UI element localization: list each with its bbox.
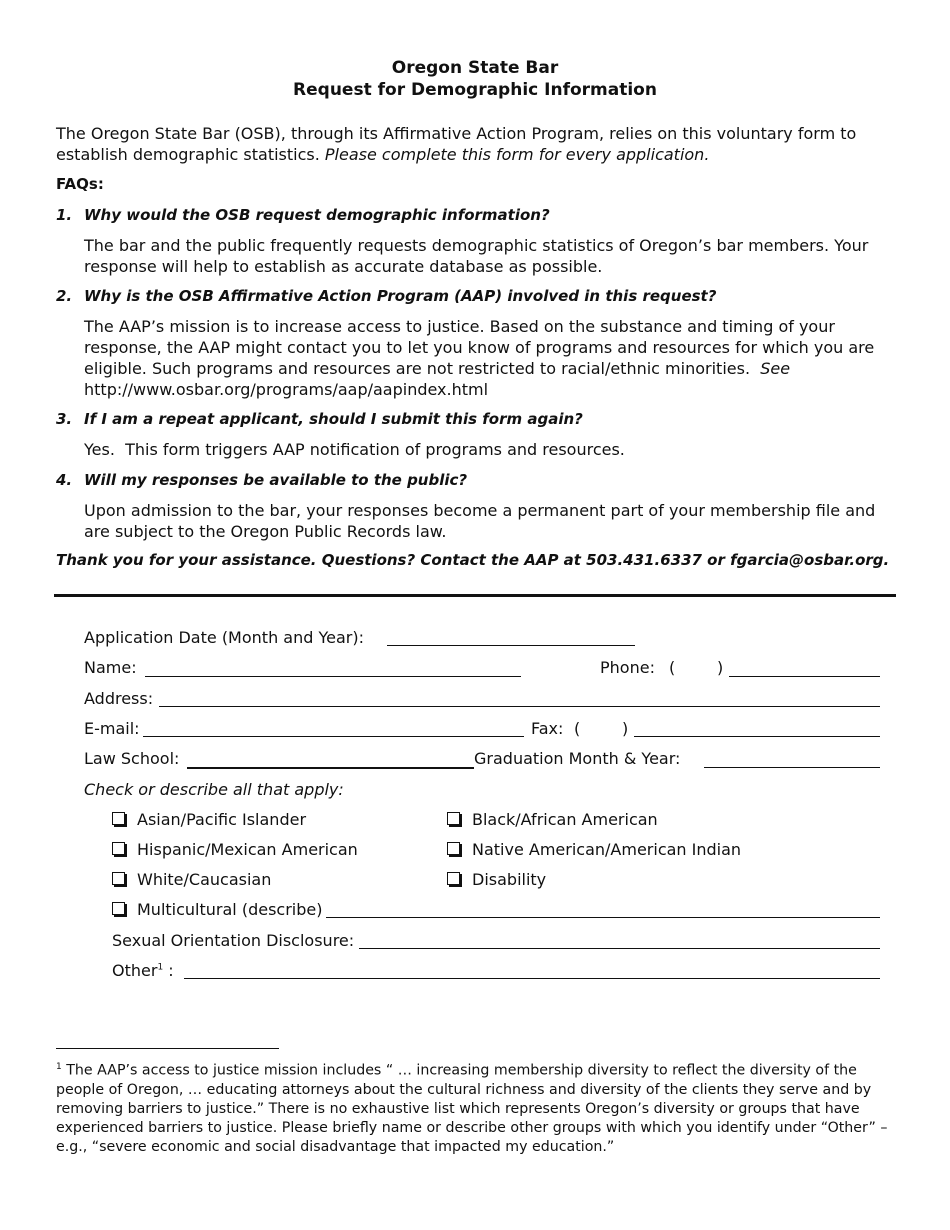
faq-num: 1. — [56, 206, 73, 224]
faq-question-text: Why is the OSB Affirmative Action Program (AAP) involved in this request? — [84, 287, 717, 305]
faq-answer-3: Yes. This form triggers AAP notification of programs and resources. — [84, 440, 625, 459]
checkbox-icon[interactable] — [447, 872, 460, 885]
faq-num: 3. — [56, 410, 73, 428]
checkbox-label: Disability — [472, 870, 547, 889]
checkbox-white[interactable] — [112, 870, 271, 889]
checkbox-native[interactable] — [447, 840, 741, 859]
phone-paren-open: ( — [669, 658, 676, 677]
checkbox-label: White/Caucasian — [137, 870, 272, 889]
page-title: Request for Demographic Information — [293, 80, 657, 100]
law-school-label: Law School: — [84, 749, 180, 768]
address-input[interactable] — [159, 706, 880, 707]
email-input[interactable] — [143, 736, 524, 737]
footnote-mark: 1 — [56, 1062, 62, 1072]
faq-question-text: If I am a repeat applicant, should I submit this form again? — [84, 410, 583, 428]
thanks-line: Thank you for your assistance. Questions? Contact the AAP at 503.431.6337 or fgarcia@osbar.org. — [56, 551, 890, 569]
fax-label: Fax: — [531, 719, 564, 738]
sexual-orientation-label: Sexual Orientation Disclosure: — [112, 931, 355, 950]
multicultural-input[interactable] — [326, 917, 880, 918]
other-label — [112, 961, 174, 980]
phone-paren-close: ) — [717, 658, 724, 677]
faq-question-1 — [56, 206, 550, 224]
faq-answer-2 — [84, 316, 896, 400]
checkbox-icon[interactable] — [112, 812, 125, 825]
checkbox-label: Black/African American — [472, 810, 658, 829]
sexual-orientation-input[interactable] — [359, 948, 880, 949]
faq-num: 2. — [56, 287, 73, 305]
checkbox-disability[interactable] — [447, 870, 546, 889]
other-input[interactable] — [184, 978, 880, 979]
address-label: Address: — [84, 689, 154, 708]
name-input[interactable] — [145, 676, 521, 677]
checkbox-label: Native American/American Indian — [472, 840, 742, 859]
see-label: See — [760, 359, 791, 378]
aap-link[interactable]: http://www.osbar.org/programs/aap/aapindex.html — [84, 380, 489, 399]
footnote-text: The AAP’s access to justice mission includes “ … increasing membership diversity to reflect the diversity of the people of Oregon, … educating attorneys about the cultural richness and diversity of the clients they serve and by removing barriers to justice.” There is no exhaustive list which represents Oregon’s diversity or groups that have experienced barriers to justice. Please briefly name or describe other groups with which you identify under “Other” – e.g., “severe economic and social disadvantage that impacted my education.” — [56, 1062, 888, 1155]
checkbox-label: Multicultural (describe) — [137, 900, 323, 919]
other-colon: : — [163, 961, 174, 980]
checkbox-hispanic[interactable] — [112, 840, 358, 859]
checkbox-icon[interactable] — [112, 902, 125, 915]
footnote — [56, 1058, 898, 1157]
checkbox-black[interactable] — [447, 810, 658, 829]
faq-question-3 — [56, 410, 583, 428]
checkbox-label: Hispanic/Mexican American — [137, 840, 358, 859]
faq-answer-1: The bar and the public frequently requests demographic statistics of Oregon’s bar members. Your response will help to establish as accurate database as possible. — [84, 236, 869, 276]
phone-label: Phone: — [600, 658, 655, 677]
fax-paren-close: ) — [622, 719, 629, 738]
law-school-input[interactable] — [187, 767, 474, 769]
fax-paren-open: ( — [574, 719, 581, 738]
faq-question-4 — [56, 471, 467, 489]
faqs-heading: FAQs: — [56, 175, 104, 193]
footnote-divider — [56, 1048, 279, 1049]
fax-input[interactable] — [634, 736, 880, 737]
faq-answer-text: The AAP’s mission is to increase access to justice. Based on the substance and timing of your response, the AAP might contact you to let you know of programs and resources for which you are eligible. Such programs and resources are not restricted to racial/ethnic minorities. — [84, 317, 875, 378]
footnote-ref: 1 — [157, 962, 164, 973]
check-prompt: Check or describe all that apply: — [84, 780, 344, 799]
checkbox-icon[interactable] — [112, 872, 125, 885]
phone-input[interactable] — [729, 676, 880, 677]
faq-answer-4: Upon admission to the bar, your responses become a permanent part of your membership file and are subject to the Oregon Public Records law. — [84, 501, 876, 541]
checkbox-multicultural[interactable] — [112, 900, 322, 919]
checkbox-icon[interactable] — [447, 842, 460, 855]
intro-italic: Please complete this form for every application. — [324, 145, 710, 164]
email-label: E-mail: — [84, 719, 140, 738]
other-text: Other — [112, 961, 158, 980]
faq-question-text: Will my responses be available to the public? — [84, 471, 468, 489]
name-label: Name: — [84, 658, 137, 677]
faq-num: 4. — [56, 471, 73, 489]
faq-question-text: Why would the OSB request demographic information? — [84, 206, 550, 224]
checkbox-asian[interactable] — [112, 810, 306, 829]
intro-text: The Oregon State Bar (OSB), through its Affirmative Action Program, relies on this voluntary form to establish demographic statistics. — [56, 124, 857, 164]
faq-question-2 — [56, 287, 716, 305]
app-date-label: Application Date (Month and Year): — [84, 628, 364, 647]
grad-label: Graduation Month & Year: — [474, 749, 681, 768]
org-title: Oregon State Bar — [391, 58, 559, 78]
checkbox-icon[interactable] — [112, 842, 125, 855]
checkbox-icon[interactable] — [447, 812, 460, 825]
grad-input[interactable] — [704, 767, 880, 768]
section-divider — [54, 594, 896, 597]
intro-paragraph — [56, 123, 896, 165]
checkbox-label: Asian/Pacific Islander — [137, 810, 307, 829]
app-date-input[interactable] — [387, 645, 635, 646]
